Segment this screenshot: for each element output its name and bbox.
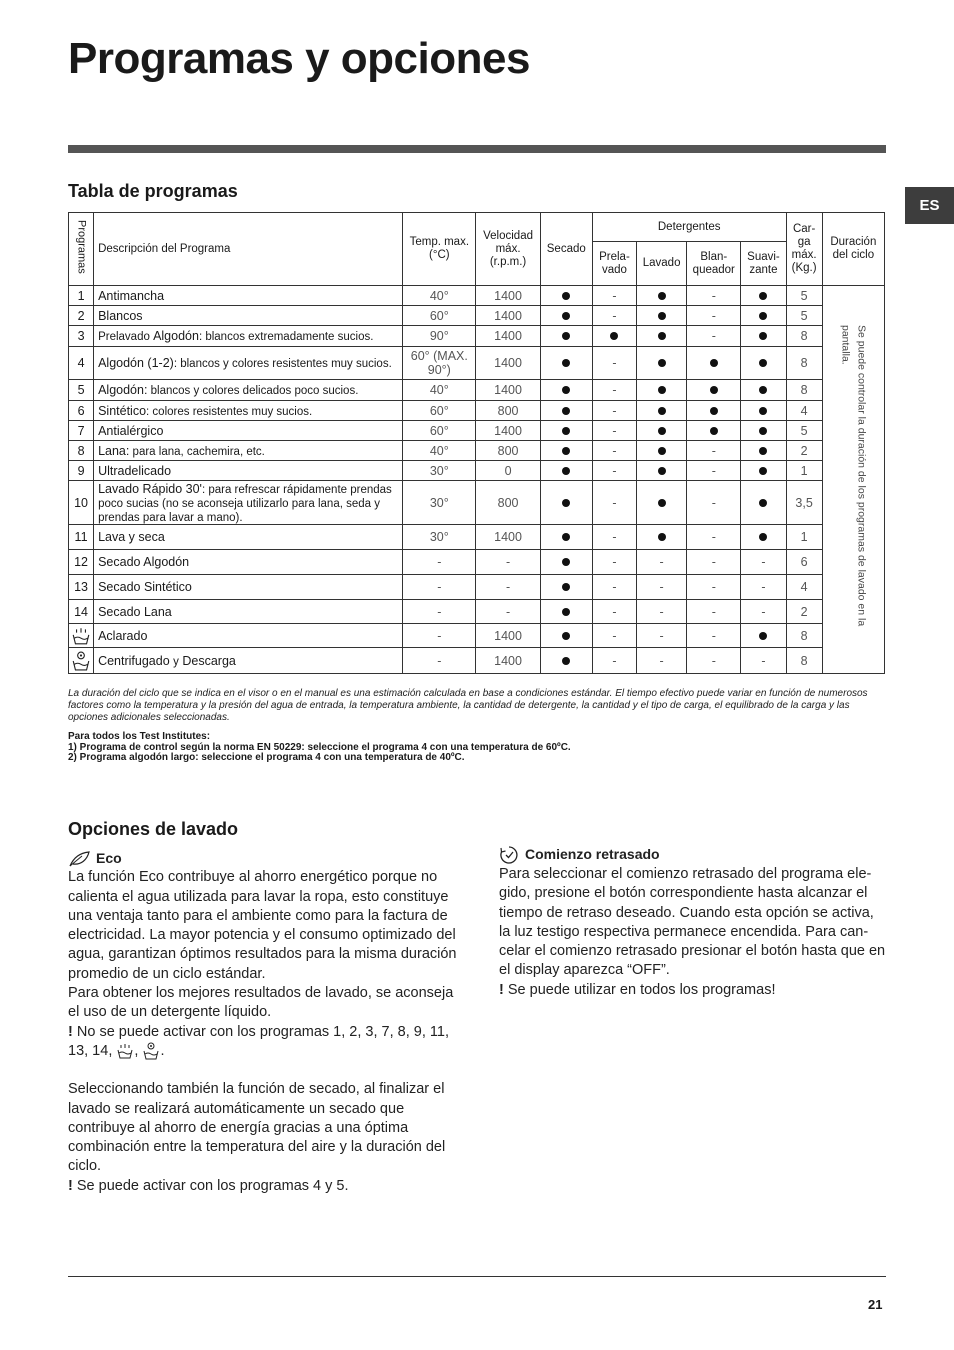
cell-softener — [741, 441, 786, 461]
header-prewash: Prela- vado — [592, 242, 636, 286]
cell-description — [94, 286, 403, 306]
cell-description — [94, 550, 403, 575]
cell-bleach — [687, 380, 741, 401]
cell-description — [94, 525, 403, 550]
dot-marker — [759, 427, 767, 435]
cell-softener: - — [741, 550, 786, 575]
dot-marker — [562, 427, 570, 435]
cell-dry — [540, 461, 592, 481]
program-name: Antimancha — [98, 288, 165, 303]
cell-description: Algodón (1-2): blancos y colores resistentes muy sucios. — [94, 347, 403, 380]
options-heading: Opciones de lavado — [68, 819, 239, 839]
cell-temp: - — [403, 550, 476, 575]
cell-description — [94, 306, 403, 326]
cell-description: Lana: para lana, cachemira, etc. — [94, 441, 403, 461]
cell-temp: 40° — [403, 286, 476, 306]
cycle-disclaimer: La duración del ciclo que se indica en el visor o en el manual es una estimación calculada en base a condiciones estándar. El tiempo efectivo puede variar en función de numerosos factores como la temperatura y la presión del agua de entrada, la temperatura ambiente, la cantidad de detergente, la cantidad y el tipo de carga, el equilibrado de la carga y las opciones adicionales seleccionadas. — [68, 688, 868, 723]
eco-paragraph-3: Seleccionando también la función de secado, al finalizar el lavado se realizará automáticamente un secado que contribuye al ahorro de energía gracias a una óptima combinación entre la temperatura del aire y la duración del ciclo. — [68, 1081, 446, 1175]
delayed-start-icon — [499, 845, 519, 865]
cell-softener — [741, 401, 786, 421]
dot-marker — [658, 312, 666, 320]
cell-softener — [741, 481, 786, 525]
dot-marker — [710, 359, 718, 367]
cell-program-number: 9 — [69, 461, 94, 481]
cell-temp: 60° — [403, 401, 476, 421]
cell-speed: 1400 — [476, 326, 540, 347]
dot-marker — [562, 312, 570, 320]
cell-bleach — [687, 347, 741, 380]
cell-temp: 40° — [403, 380, 476, 401]
cell-speed: - — [476, 550, 540, 575]
cell-dry — [540, 648, 592, 674]
table-row — [69, 550, 885, 575]
cell-dry — [540, 575, 592, 600]
cell-bleach: - — [687, 481, 741, 525]
program-name: Algodón — [153, 329, 199, 343]
cell-speed: 800 — [476, 481, 540, 525]
cell-bleach: - — [687, 286, 741, 306]
cell-load: 5 — [786, 286, 822, 306]
table-row — [69, 624, 885, 648]
dot-marker — [658, 467, 666, 475]
cell-load: 5 — [786, 306, 822, 326]
cell-wash: - — [637, 600, 687, 624]
dot-marker — [759, 447, 767, 455]
cell-speed: 800 — [476, 441, 540, 461]
cell-wash: - — [637, 550, 687, 575]
cell-prewash: - — [592, 624, 636, 648]
header-temp: Temp. max. (°C) — [403, 213, 476, 286]
delay-warning: ! Se puede utilizar en todos los programas! — [499, 981, 776, 998]
dot-marker — [759, 292, 767, 300]
cell-bleach: - — [687, 306, 741, 326]
dot-marker — [759, 386, 767, 394]
cell-speed: - — [476, 575, 540, 600]
program-name: Secado Sintético — [98, 580, 192, 594]
cell-wash — [637, 326, 687, 347]
cell-wash — [637, 380, 687, 401]
cell-description — [94, 575, 403, 600]
header-softener: Suavi- zante — [741, 242, 786, 286]
cell-wash: - — [637, 575, 687, 600]
table-row — [69, 421, 885, 441]
cell-load: 4 — [786, 401, 822, 421]
cell-program-number: 4 — [69, 347, 94, 380]
table-row — [69, 525, 885, 550]
cell-softener — [741, 326, 786, 347]
cell-program-number: 12 — [69, 550, 94, 575]
header-programs: Programas — [75, 220, 88, 274]
cell-description — [94, 600, 403, 624]
dot-marker — [759, 332, 767, 340]
table-row — [69, 441, 885, 461]
dot-marker — [658, 427, 666, 435]
test-institutes — [68, 732, 571, 764]
cell-dry — [540, 550, 592, 575]
cell-softener: - — [741, 648, 786, 674]
cell-dry — [540, 306, 592, 326]
cell-speed: 0 — [476, 461, 540, 481]
cell-temp: - — [403, 600, 476, 624]
cell-prewash: - — [592, 461, 636, 481]
cell-program-number: 6 — [69, 401, 94, 421]
cell-softener — [741, 525, 786, 550]
table-row — [69, 401, 885, 421]
cell-prewash: - — [592, 306, 636, 326]
language-tab: ES — [905, 187, 954, 224]
dot-marker — [562, 558, 570, 566]
dot-marker — [759, 533, 767, 541]
cell-load: 8 — [786, 347, 822, 380]
cell-bleach — [687, 401, 741, 421]
dot-marker — [562, 608, 570, 616]
header-wash: Lavado — [637, 242, 687, 286]
cell-description: Lavado Rápido 30': para refrescar rápidamente prendas poco sucias (no se aconseja utilizarlo para lana, seda y prendas para lavar a mano). — [94, 481, 403, 525]
cell-bleach: - — [687, 575, 741, 600]
cell-load: 3,5 — [786, 481, 822, 525]
cell-description — [94, 421, 403, 441]
cell-load: 2 — [786, 441, 822, 461]
rinse-icon — [69, 624, 94, 648]
cell-description — [94, 461, 403, 481]
dot-marker — [658, 499, 666, 507]
dot-marker — [658, 447, 666, 455]
cell-dry — [540, 347, 592, 380]
cell-load: 8 — [786, 648, 822, 674]
dot-marker — [658, 359, 666, 367]
cell-load: 8 — [786, 624, 822, 648]
title-divider — [68, 145, 886, 153]
dot-marker — [658, 292, 666, 300]
cell-prewash: - — [592, 441, 636, 461]
dot-marker — [710, 407, 718, 415]
cell-wash — [637, 525, 687, 550]
cell-temp: 30° — [403, 461, 476, 481]
cell-temp: 90° — [403, 326, 476, 347]
cell-bleach — [687, 421, 741, 441]
cell-prewash: - — [592, 481, 636, 525]
table-row — [69, 347, 885, 380]
program-name: Ultradelicado — [98, 463, 172, 478]
test-intro: Para todos los Test Institutes: — [68, 731, 211, 742]
program-name: Algodón: — [98, 383, 148, 397]
cell-dry — [540, 421, 592, 441]
dot-marker — [562, 359, 570, 367]
cell-wash — [637, 441, 687, 461]
cell-temp: 40° — [403, 441, 476, 461]
cell-dry — [540, 380, 592, 401]
page-title: Programas y opciones — [68, 34, 530, 83]
cell-dry — [540, 401, 592, 421]
table-row — [69, 380, 885, 401]
test-item-1: 1) Programa de control según la norma EN 50229: seleccione el programa 4 con una temperatura de 60ºC. — [68, 741, 571, 753]
cell-dry — [540, 600, 592, 624]
eco-warning-1: ! No se puede activar con los programas 1, 2, 3, 7, 8, 9, 11, 13, 14, , . — [68, 1023, 449, 1059]
cell-temp: 60° (MAX. 90°) — [403, 347, 476, 380]
cell-program-number: 1 — [69, 286, 94, 306]
cell-program-number: 11 — [69, 525, 94, 550]
dot-marker — [759, 312, 767, 320]
cell-prewash: - — [592, 286, 636, 306]
program-name: Lava y seca — [98, 530, 165, 544]
dot-marker — [562, 407, 570, 415]
dot-marker — [658, 407, 666, 415]
cell-prewash: - — [592, 347, 636, 380]
cell-program-number: 5 — [69, 380, 94, 401]
cell-temp: - — [403, 648, 476, 674]
cell-softener — [741, 347, 786, 380]
table-row — [69, 481, 885, 525]
eco-paragraph-1: La función Eco contribuye al ahorro energético porque no calienta el agua utilizada para lavar la ropa, esto constituye una ventaja tanto para el ambiente como para la factura de electricidad. La mayor potencia y el consumo optimizado del agua, garantizan óptimos resultados para la misma duración promedio de un ciclo estándar. — [68, 869, 457, 982]
table-row — [69, 600, 885, 624]
cell-load: 5 — [786, 421, 822, 441]
dot-marker — [562, 386, 570, 394]
program-name: Lana: — [98, 443, 130, 458]
dot-marker — [562, 292, 570, 300]
cell-speed: 800 — [476, 401, 540, 421]
cell-prewash: - — [592, 600, 636, 624]
cell-wash — [637, 481, 687, 525]
eco-warning-2: ! Se puede activar con los programas 4 y 5. — [68, 1177, 349, 1194]
cell-prewash: - — [592, 525, 636, 550]
delay-paragraph: Para seleccionar el comienzo retrasado del programa ele-gido, presione el botón correspondiente hasta alcanzar el tiempo de retraso deseado. Cuando esta opción se activa, la luz testigo respectiva permanece encendida. Para can-celar el comienzo retrasado presionar el botón hasta que en el display aparezca “OFF”. — [499, 866, 886, 979]
program-name: Aclarado — [98, 628, 148, 643]
table-row — [69, 648, 885, 674]
cell-dry — [540, 525, 592, 550]
cell-speed: 1400 — [476, 347, 540, 380]
dot-marker — [562, 657, 570, 665]
cell-softener: - — [741, 575, 786, 600]
program-name: Blancos — [98, 308, 143, 323]
cell-temp: - — [403, 624, 476, 648]
cell-prewash — [592, 326, 636, 347]
cell-program-number: 13 — [69, 575, 94, 600]
dot-marker — [658, 332, 666, 340]
cell-wash — [637, 286, 687, 306]
cell-speed: 1400 — [476, 306, 540, 326]
cell-bleach: - — [687, 600, 741, 624]
cell-temp: 60° — [403, 421, 476, 441]
cell-program-number: 14 — [69, 600, 94, 624]
cell-bleach: - — [687, 441, 741, 461]
program-name: Lavado Rápido 30' — [98, 481, 202, 496]
eco-paragraph-2: Para obtener los mejores resultados de lavado, se aconseja el uso de un detergente líquido. — [68, 985, 454, 1021]
cell-description: Algodón: blancos y colores delicados poco sucios. — [94, 380, 403, 401]
cell-program-number: 7 — [69, 421, 94, 441]
cell-load: 1 — [786, 525, 822, 550]
table-row — [69, 286, 885, 306]
cell-prewash: - — [592, 575, 636, 600]
cell-wash — [637, 421, 687, 441]
cell-load: 8 — [786, 326, 822, 347]
cell-temp: - — [403, 575, 476, 600]
cell-dry — [540, 624, 592, 648]
cell-softener — [741, 380, 786, 401]
program-name: Centrifugado — [98, 653, 170, 668]
cell-softener — [741, 624, 786, 648]
dot-marker — [759, 499, 767, 507]
cell-prewash: - — [592, 648, 636, 674]
cell-load: 2 — [786, 600, 822, 624]
cell-description — [94, 624, 403, 648]
header-duration: Duración del ciclo — [822, 213, 884, 286]
cell-dry — [540, 286, 592, 306]
cell-speed: 1400 — [476, 380, 540, 401]
dot-marker — [562, 447, 570, 455]
cell-softener — [741, 286, 786, 306]
dot-marker — [710, 427, 718, 435]
cell-speed: 1400 — [476, 624, 540, 648]
test-item-2: 2) Programa algodón largo: seleccione el programa 4 con una temperatura de 40ºC. — [68, 752, 465, 763]
cell-speed: 1400 — [476, 286, 540, 306]
cell-wash — [637, 461, 687, 481]
cell-softener — [741, 421, 786, 441]
cell-softener — [741, 306, 786, 326]
cell-dry — [540, 481, 592, 525]
delay-title: Comienzo retrasado — [525, 846, 660, 863]
dot-marker — [562, 467, 570, 475]
rinse-icon — [116, 1043, 134, 1059]
cell-softener: - — [741, 600, 786, 624]
cell-wash: - — [637, 648, 687, 674]
dot-marker — [759, 407, 767, 415]
spin-drain-icon — [142, 1042, 160, 1060]
cell-dry — [540, 326, 592, 347]
dot-marker — [759, 467, 767, 475]
delay-section — [499, 845, 887, 1000]
cell-temp: 60° — [403, 306, 476, 326]
cell-bleach: - — [687, 525, 741, 550]
dot-marker — [562, 583, 570, 591]
duration-note: Se puede controlar la duración de los programas de lavado en la pantalla. — [839, 324, 868, 626]
cell-bleach: - — [687, 648, 741, 674]
cell-prewash: - — [592, 550, 636, 575]
cell-program-number: 8 — [69, 441, 94, 461]
dot-marker — [562, 533, 570, 541]
cell-program-number: 10 — [69, 481, 94, 525]
cell-prewash: - — [592, 380, 636, 401]
cell-speed: 1400 — [476, 525, 540, 550]
header-speed: Velocidad máx. (r.p.m.) — [476, 213, 540, 286]
header-dry: Secado — [540, 213, 592, 286]
dot-marker — [610, 332, 618, 340]
cell-bleach: - — [687, 624, 741, 648]
dot-marker — [562, 632, 570, 640]
dot-marker — [710, 386, 718, 394]
cell-softener — [741, 461, 786, 481]
program-name: Antialérgico — [98, 423, 164, 438]
cell-description: Prelavado Algodón: blancos extremadamente sucios. — [94, 326, 403, 347]
cell-wash — [637, 347, 687, 380]
table-heading: Tabla de programas — [68, 181, 238, 201]
cell-description: Sintético: colores resistentes muy sucios. — [94, 401, 403, 421]
duration-note-cell — [822, 286, 884, 674]
table-row — [69, 326, 885, 347]
footer-divider — [68, 1276, 886, 1277]
cell-program-number: 3 — [69, 326, 94, 347]
dot-marker — [759, 632, 767, 640]
cell-load: 4 — [786, 575, 822, 600]
header-description: Descripción del Programa — [94, 213, 403, 286]
cell-bleach: - — [687, 550, 741, 575]
dot-marker — [562, 332, 570, 340]
spin-drain-icon — [69, 648, 94, 674]
dot-marker — [562, 499, 570, 507]
table-row — [69, 461, 885, 481]
program-name: Secado Algodón — [98, 555, 190, 569]
dot-marker — [759, 359, 767, 367]
eco-section — [68, 849, 460, 1196]
cell-speed: 1400 — [476, 648, 540, 674]
cell-load: 8 — [786, 380, 822, 401]
leaf-icon — [68, 851, 90, 867]
cell-wash: - — [637, 624, 687, 648]
cell-prewash: - — [592, 421, 636, 441]
table-row — [69, 575, 885, 600]
header-bleach: Blan- queador — [687, 242, 741, 286]
cell-description: Centrifugado y Descarga — [94, 648, 403, 674]
cell-dry — [540, 441, 592, 461]
cell-load: 6 — [786, 550, 822, 575]
cell-wash — [637, 401, 687, 421]
cell-load: 1 — [786, 461, 822, 481]
cell-speed: - — [476, 600, 540, 624]
program-name: Sintético — [98, 403, 147, 418]
page-number: 21 — [868, 1297, 883, 1312]
dot-marker — [658, 533, 666, 541]
dot-marker — [658, 386, 666, 394]
cell-bleach: - — [687, 326, 741, 347]
header-load: Car- ga máx. (Kg.) — [786, 213, 822, 286]
programs-table — [68, 212, 885, 674]
cell-wash — [637, 306, 687, 326]
program-name: Secado Lana — [98, 604, 172, 619]
cell-temp: 30° — [403, 525, 476, 550]
program-name: Algodón (1-2) — [98, 356, 174, 370]
header-detergents: Detergentes — [592, 213, 786, 242]
cell-speed: 1400 — [476, 421, 540, 441]
cell-program-number: 2 — [69, 306, 94, 326]
eco-title: Eco — [96, 850, 122, 866]
cell-temp: 30° — [403, 481, 476, 525]
cell-prewash: - — [592, 401, 636, 421]
cell-bleach: - — [687, 461, 741, 481]
table-row — [69, 306, 885, 326]
